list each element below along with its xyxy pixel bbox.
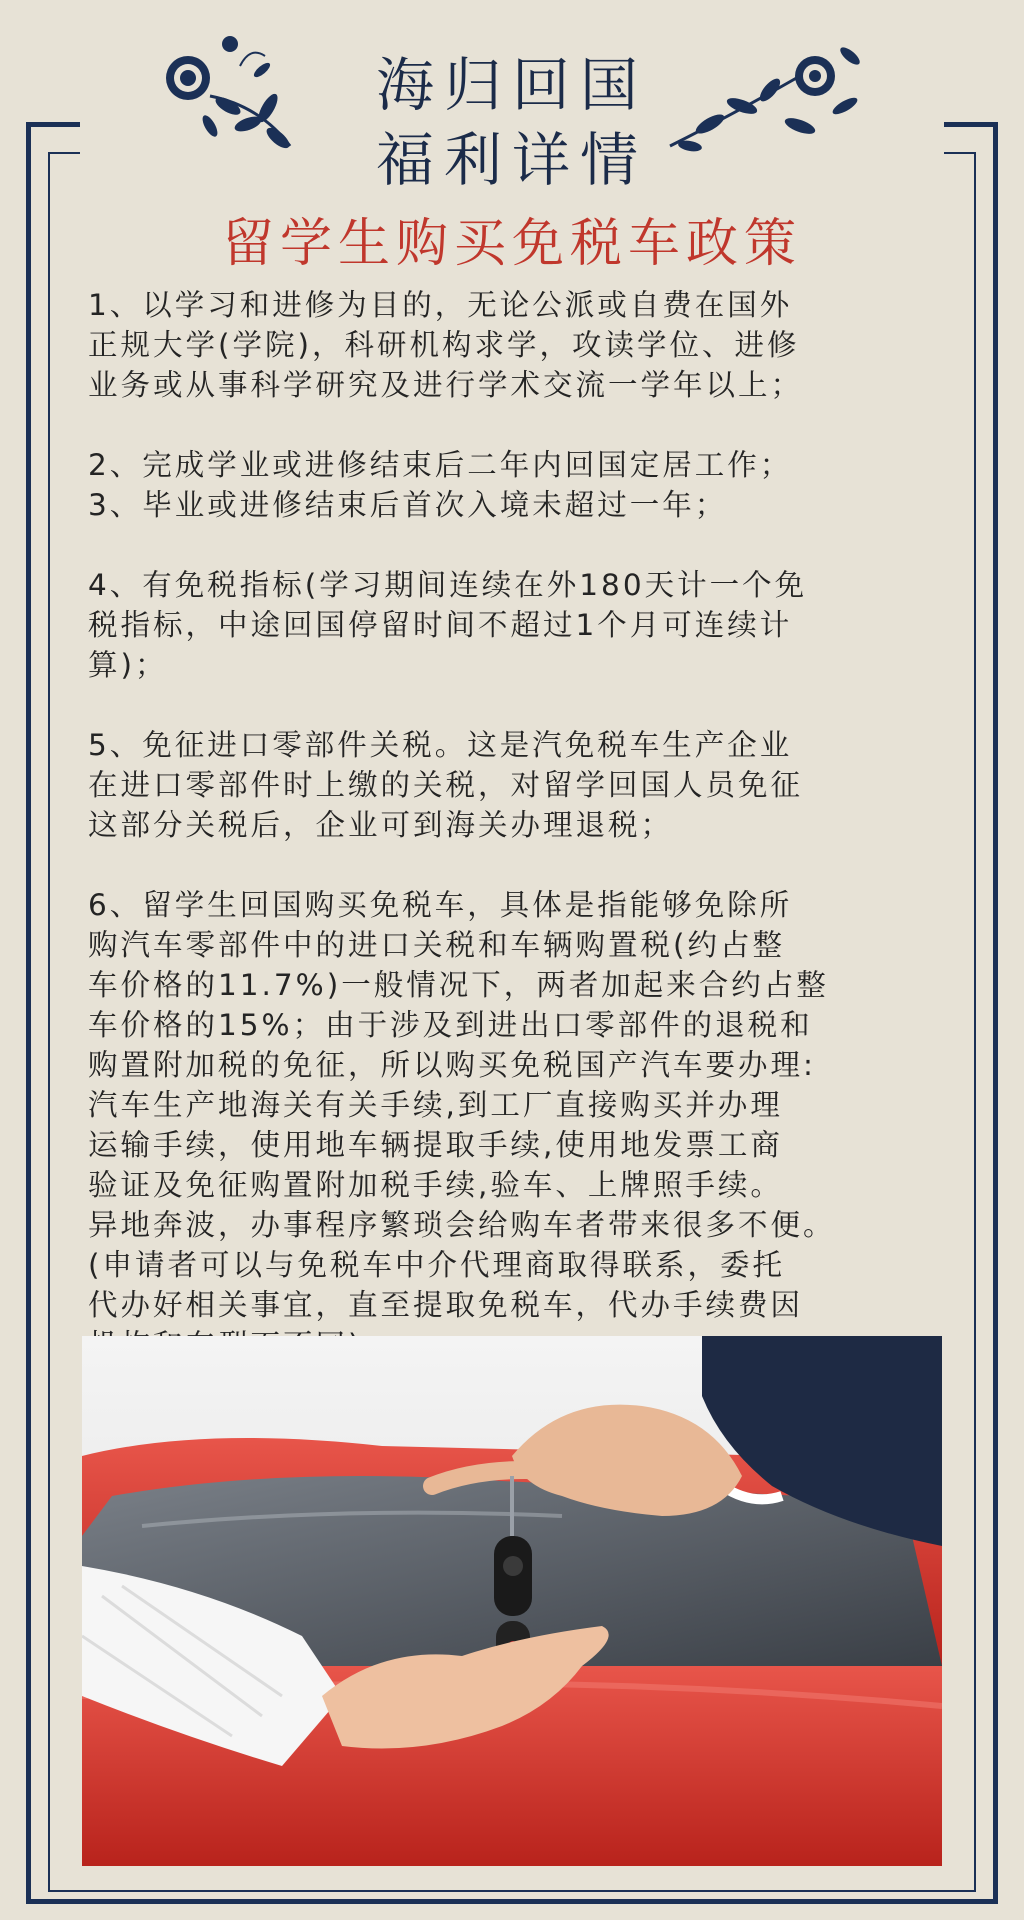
text-line: 购汽车零部件中的进口关税和车辆购置税(约占整 xyxy=(88,928,786,962)
text-line: 3、毕业或进修结束后首次入境未超过一年； xyxy=(88,488,728,522)
text-line: 5、免征进口零部件关税。这是汽免税车生产企业 xyxy=(88,728,793,762)
text-line: 车价格的15%；由于涉及到进出口零部件的退税和 xyxy=(88,1008,813,1042)
text-line: 算)； xyxy=(88,648,168,682)
text-line: 运输手续，使用地车辆提取手续,使用地发票工商 xyxy=(88,1128,783,1162)
text-line: 购置附加税的免征，所以购买免税国产汽车要办理: xyxy=(88,1048,816,1082)
text-line: 在进口零部件时上缴的关税，对留学回国人员免征 xyxy=(88,768,804,802)
car-key-handover-photo xyxy=(82,1336,942,1866)
text-line: 车价格的11.7%)一般情况下，两者加起来合约占整 xyxy=(88,968,829,1002)
text-line: 业务或从事科学研究及进行学术交流一学年以上； xyxy=(88,368,804,402)
text-line: (申请者可以与免税车中介代理商取得联系，委托 xyxy=(88,1248,786,1282)
policy-item-3 xyxy=(88,485,946,525)
text-line: 汽车生产地海关有关手续,到工厂直接购买并办理 xyxy=(88,1088,783,1122)
text-line: 正规大学(学院)，科研机构求学，攻读学位、进修 xyxy=(88,328,800,362)
text-line: 异地奔波，办事程序繁琐会给购车者带来很多不便。 xyxy=(88,1208,836,1242)
section-subtitle: 留学生购买免税车政策 xyxy=(221,214,802,274)
text-line: 1、以学习和进修为目的，无论公派或自费在国外 xyxy=(88,288,793,322)
text-line: 2、完成学业或进修结束后二年内回国定居工作； xyxy=(88,448,793,482)
policy-item-1 xyxy=(88,285,946,405)
text-line: 验证及免征购置附加税手续,验车、上牌照手续。 xyxy=(88,1168,783,1202)
page-title-line-2: 福利详情 xyxy=(375,126,648,194)
policy-item-5 xyxy=(88,725,946,845)
text-line: 代办好相关事宜，直至提取免税车，代办手续费因 xyxy=(88,1288,804,1322)
policy-item-4 xyxy=(88,565,946,685)
text-line: 6、留学生回国购买免税车，具体是指能够免除所 xyxy=(88,888,793,922)
text-line: 这部分关税后，企业可到海关办理退税； xyxy=(88,808,674,842)
text-line: 税指标，中途回国停留时间不超过1个月可连续计 xyxy=(88,608,793,642)
policy-item-2 xyxy=(88,445,946,485)
policy-item-6 xyxy=(88,885,946,1365)
page-title-line-1: 海归回国 xyxy=(375,51,648,119)
text-line: 4、有免税指标(学习期间连续在外180天计一个免 xyxy=(88,568,808,602)
policy-text xyxy=(88,285,946,1365)
